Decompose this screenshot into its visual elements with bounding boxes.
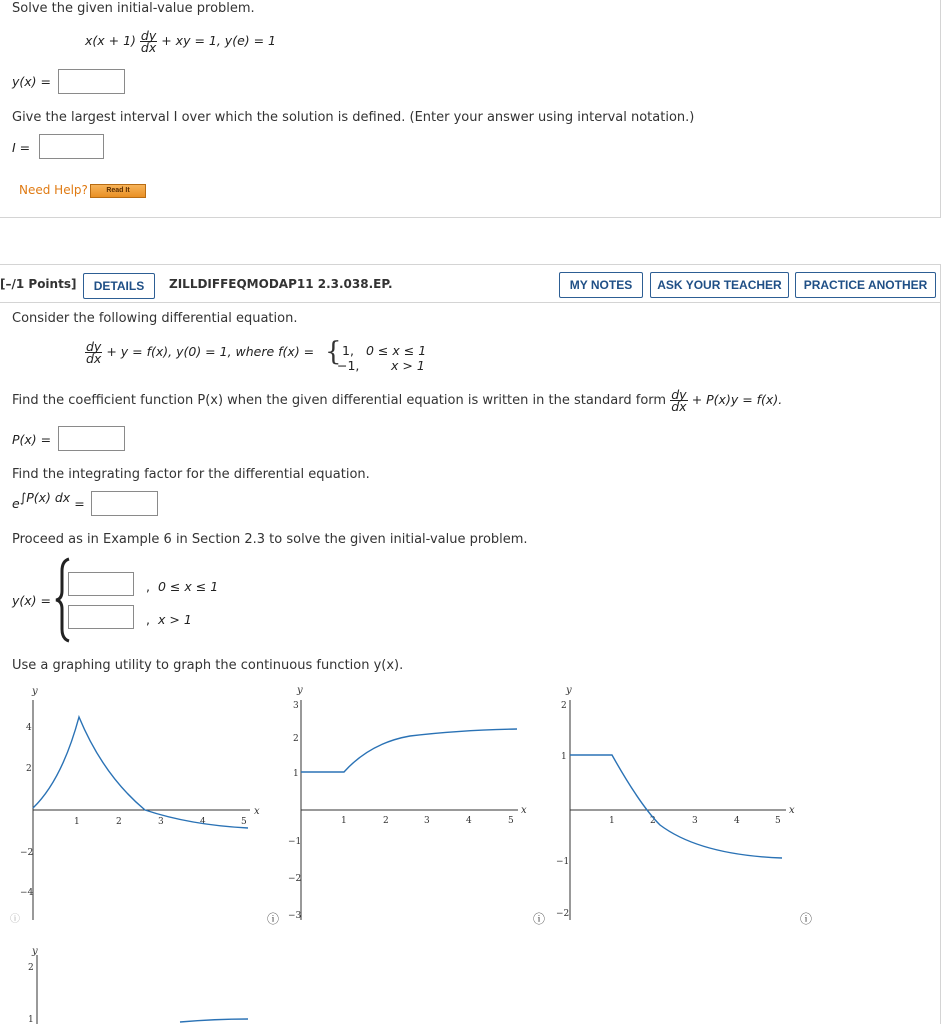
- solution-brace: [54, 557, 72, 643]
- proceed-prompt: Proceed as in Example 6 in Section 2.3 to solve the given initial-value problem.: [12, 532, 528, 547]
- g4-ytick: 2: [28, 963, 34, 973]
- piece2-condition: x > 1: [391, 358, 425, 373]
- g1-y-label: y: [32, 686, 38, 697]
- de-frac-num: dy: [86, 339, 102, 354]
- points-label: [–/1 Points]: [0, 277, 77, 291]
- prev-eq-lhs: x(x + 1): [85, 33, 136, 48]
- std-frac-den: dx: [671, 399, 687, 414]
- g3-ytick-labels: [556, 701, 569, 919]
- g2-xtick: 4: [466, 816, 472, 826]
- g2-ytick: 2: [293, 734, 299, 744]
- g3-ytick: 1: [561, 752, 567, 762]
- g1-ytick: 4: [26, 723, 32, 733]
- g2-info-icon[interactable]: ⓘ: [267, 912, 280, 926]
- g2-ytick: 1: [293, 769, 299, 779]
- g3-ytick: 2: [561, 701, 567, 711]
- if-label-eq: =: [74, 496, 85, 511]
- prev-equation: [85, 30, 276, 53]
- graph-prompt: Use a graphing utility to graph the continuous function y(x).: [12, 658, 404, 673]
- coef-prompt-text: Find the coefficient function P(x) when the given differential equation is written in the standard form: [12, 393, 667, 408]
- if-prompt: Find the integrating factor for the differential equation.: [12, 467, 370, 482]
- g3-xtick: 3: [692, 816, 698, 826]
- if-label-exp: ∫P(x) dx: [19, 490, 71, 505]
- graph-4: [28, 946, 248, 1024]
- problem-intro: Consider the following differential equation.: [12, 311, 298, 326]
- prev-panel-right-border: [940, 0, 941, 218]
- g1-xtick: 1: [74, 817, 80, 827]
- g4-y-label: y: [32, 946, 38, 957]
- g3-right-info-icon[interactable]: ⓘ: [800, 912, 813, 926]
- g1-ytick: −4: [20, 888, 34, 898]
- g3-curve: [570, 755, 782, 858]
- std-frac-num: dy: [671, 387, 687, 402]
- solution-cond2: x > 1: [158, 612, 192, 627]
- g3-xtick: 1: [609, 816, 615, 826]
- if-input[interactable]: [91, 491, 158, 516]
- ask-teacher-button[interactable]: ASK YOUR TEACHER: [650, 272, 789, 298]
- g4-curve: [180, 1019, 248, 1022]
- std-rest: + P(x)y = f(x).: [691, 392, 783, 407]
- g3-xtick: 5: [775, 816, 781, 826]
- g2-ytick: −1: [288, 837, 302, 847]
- g2-xtick-labels: [341, 816, 514, 826]
- coef-prompt: [12, 389, 782, 412]
- prev-eq-frac: [140, 30, 157, 53]
- g2-xtick: 2: [383, 816, 389, 826]
- prev-answer-label: y(x) =: [12, 74, 51, 89]
- header-bottom-border: [0, 302, 941, 303]
- graphs-canvas: [0, 680, 945, 1024]
- g3-xtick: 4: [734, 816, 740, 826]
- g1-xtick: 3: [158, 817, 164, 827]
- graph-3: [533, 685, 812, 926]
- g2-x-label: x: [521, 805, 527, 816]
- g2-ytick: 3: [293, 701, 299, 711]
- g3-info-icon[interactable]: ⓘ: [533, 912, 546, 926]
- g3-y-label: y: [566, 685, 572, 696]
- graph-2: [267, 685, 527, 926]
- g1-xtick: 2: [116, 817, 122, 827]
- piecewise-brace: {: [325, 337, 342, 367]
- practice-another-button[interactable]: PRACTICE ANOTHER: [795, 272, 936, 298]
- g4-ytick-labels: [28, 963, 34, 1024]
- prev-interval-prompt: Give the largest interval I over which the solution is defined. (Enter your answer using interval notation.): [12, 110, 695, 125]
- g2-y-label: y: [297, 685, 303, 696]
- g1-xtick: 4: [200, 817, 206, 827]
- graph-1: [10, 686, 260, 925]
- g1-ytick: 2: [26, 764, 32, 774]
- de-rest: + y = f(x), y(0) = 1, where f(x) =: [106, 344, 315, 359]
- g4-ytick: 1: [28, 1015, 34, 1024]
- details-button[interactable]: DETAILS: [83, 273, 155, 299]
- solution-piece2-input[interactable]: [68, 605, 134, 629]
- de-frac-den: dx: [86, 351, 102, 366]
- g3-xtick: 2: [650, 816, 656, 826]
- read-it-button[interactable]: Read It: [90, 184, 146, 198]
- g1-ytick: −2: [20, 848, 34, 858]
- if-label: [12, 490, 85, 511]
- solution-sep2: ,: [146, 612, 150, 627]
- std-frac: [670, 389, 687, 412]
- prev-interval-label: I =: [12, 140, 31, 155]
- prev-frac-den: dx: [140, 40, 157, 55]
- prev-eq-rest: + xy = 1, y(e) = 1: [161, 33, 277, 48]
- problem-code: ZILLDIFFEQMODAP11 2.3.038.EP.: [169, 277, 393, 291]
- prev-panel-bottom-border: [0, 217, 941, 218]
- g2-curve: [301, 729, 517, 772]
- g2-ytick: −2: [288, 874, 302, 884]
- solution-label: y(x) =: [12, 593, 51, 608]
- g1-ytick-labels: [20, 723, 34, 898]
- p-label: P(x) =: [12, 432, 52, 447]
- g1-xtick: 5: [241, 817, 247, 827]
- g3-x-label: x: [789, 805, 795, 816]
- p-input[interactable]: [58, 426, 125, 451]
- g3-xtick-labels: [609, 816, 781, 826]
- header-top-border: [0, 264, 941, 265]
- g3-ytick: −1: [556, 857, 570, 867]
- g1-x-label: x: [254, 806, 260, 817]
- solution-cond1: 0 ≤ x ≤ 1: [158, 579, 219, 594]
- g3-ytick: −2: [556, 909, 570, 919]
- piece1-value: 1,: [342, 343, 354, 358]
- piece1-condition: 0 ≤ x ≤ 1: [366, 343, 427, 358]
- de-frac: [85, 341, 102, 364]
- solution-piece1-input[interactable]: [68, 572, 134, 596]
- g1-info-icon[interactable]: ⓘ: [10, 914, 20, 925]
- g2-ytick-labels: [288, 701, 302, 921]
- prev-answer-input[interactable]: [58, 69, 125, 94]
- g2-xtick: 3: [424, 816, 430, 826]
- my-notes-button[interactable]: MY NOTES: [559, 272, 643, 298]
- prev-interval-input[interactable]: [39, 134, 104, 159]
- g2-ytick: −3: [288, 911, 302, 921]
- prev-frac-num: dy: [140, 28, 157, 43]
- g2-xtick: 5: [508, 816, 514, 826]
- piece2-value: −1,: [337, 358, 360, 373]
- g1-curve: [33, 717, 248, 828]
- if-label-e: e: [12, 496, 20, 511]
- de-equation: [85, 341, 314, 364]
- g2-xtick: 1: [341, 816, 347, 826]
- solution-sep1: ,: [146, 579, 150, 594]
- prev-instruction: Solve the given initial-value problem.: [12, 1, 255, 16]
- need-help-label: Need Help?: [19, 183, 88, 197]
